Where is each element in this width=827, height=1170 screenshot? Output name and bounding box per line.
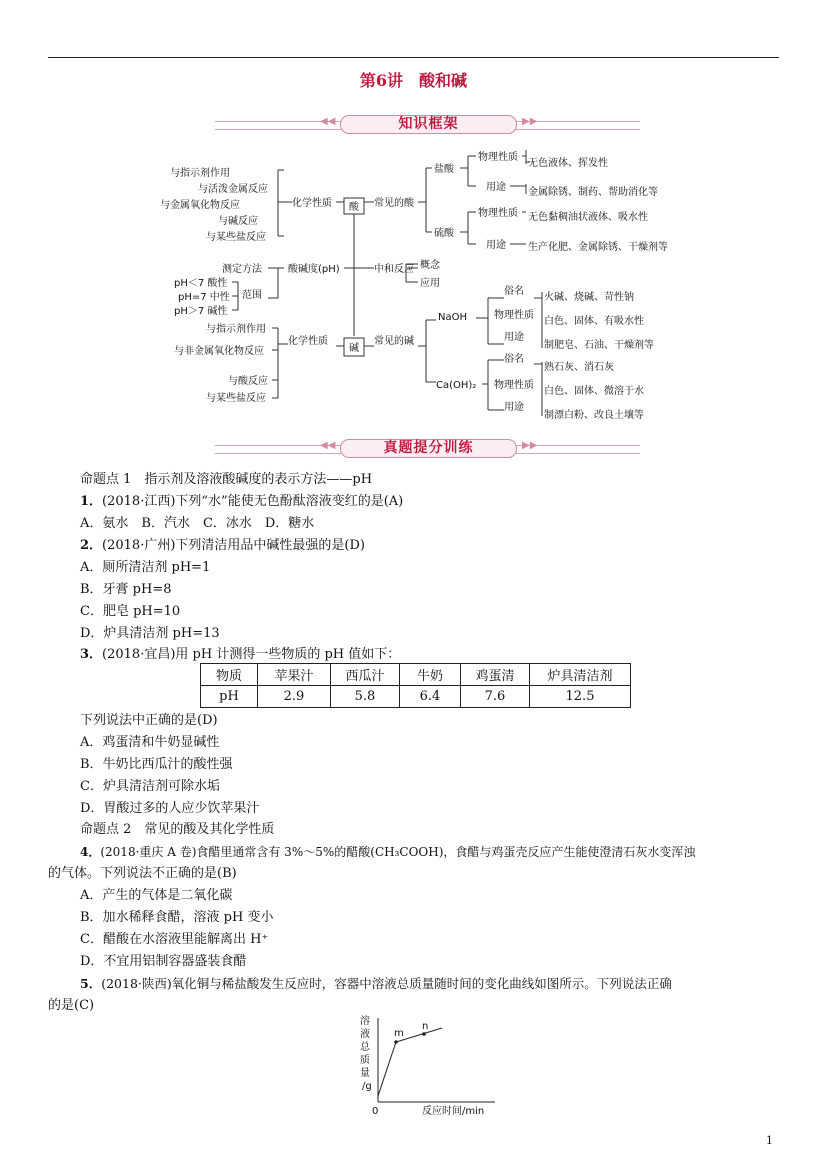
option: A．厕所清洁剂 pH=1: [80, 560, 211, 575]
base-prop: 与非金属氧化物反应: [174, 346, 264, 357]
table-cell: pH: [201, 686, 258, 708]
arrow-decoration: ◀◀: [320, 440, 336, 451]
base-node: 碱: [349, 343, 359, 354]
caoh-label: Ca(OH)₂: [436, 380, 477, 391]
acid-prop: 与活泼金属反应: [198, 184, 268, 195]
range-label: 范围: [242, 290, 262, 301]
topic-heading: 命题点 2 常见的酸及其化学性质: [80, 822, 275, 837]
page-number: 1: [766, 1134, 773, 1147]
ph-table: [200, 663, 631, 708]
h2so4-use-label: 用途: [486, 240, 506, 251]
naoh-phys-label: 物理性质: [494, 310, 534, 321]
h2so4-use: 生产化肥、金属除锈、干燥剂等: [528, 242, 668, 253]
chart-curve: [378, 1028, 442, 1096]
mass-time-chart: [350, 1010, 500, 1120]
naoh-label: NaOH: [438, 312, 467, 323]
h2so4-label: 硫酸: [434, 228, 454, 239]
table-cell: 6.4: [400, 686, 461, 708]
h2so4-phys: 无色黏稠油状液体、吸水性: [528, 212, 648, 223]
table-cell: 苹果汁: [258, 664, 331, 686]
ph-range: pH＞7 碱性: [174, 306, 228, 317]
option: B．加水稀释食醋，溶液 pH 变小: [80, 910, 274, 925]
acid-common-label: 常见的酸: [374, 198, 414, 209]
h2so4-phys-label: 物理性质: [478, 208, 518, 219]
neutral-label: 中和反应: [374, 264, 414, 275]
table-row: [201, 664, 631, 686]
acid-chem-label: 化学性质: [292, 198, 332, 209]
table-cell: 物质: [201, 664, 258, 686]
hcl-phys: 无色液体、挥发性: [528, 158, 608, 169]
table-cell: 鸡蛋清: [461, 664, 530, 686]
option: A．鸡蛋清和牛奶显碱性: [80, 735, 220, 750]
option: D．炉具清洁剂 pH=13: [80, 626, 220, 641]
caoh-phys: 白色、固体、微溶于水: [544, 386, 644, 397]
question-3: 3．(2018·宜昌)用 pH 计测得一些物质的 pH 值如下：: [80, 647, 401, 662]
option: D．不宜用铝制容器盛装食醋: [80, 954, 247, 969]
caoh-alias: 熟石灰、消石灰: [544, 362, 614, 373]
table-row: [201, 686, 631, 708]
banner-knowledge-label: 知识框架: [340, 115, 517, 134]
base-common-label: 常见的碱: [374, 336, 414, 347]
hcl-label: 盐酸: [434, 164, 454, 175]
option: C．肥皂 pH=10: [80, 604, 181, 619]
question-5-cont: 的是(C): [48, 998, 95, 1013]
ph-label: 酸碱度(pH): [288, 264, 340, 275]
caoh-use-label: 用途: [504, 402, 524, 413]
table-cell: 7.6: [461, 686, 530, 708]
banner-training-label: 真题提分训练: [340, 439, 517, 458]
concept-label: 概念: [420, 260, 440, 271]
hcl-use-label: 用途: [486, 182, 506, 193]
ph-range: pH＜7 酸性: [174, 278, 228, 289]
ph-range: pH=7 中性: [178, 292, 230, 303]
table-cell: 2.9: [258, 686, 331, 708]
option: B．牙膏 pH=8: [80, 582, 172, 597]
chart-ylabel-5: 量: [360, 1068, 370, 1079]
banner-training: [215, 436, 640, 460]
acid-prop: 与某些盐反应: [206, 232, 266, 243]
chart-origin: 0: [372, 1106, 379, 1117]
arrow-decoration: ◀◀: [320, 116, 336, 127]
chart-ylabel-4: 质: [360, 1055, 370, 1066]
naoh-use: 制肥皂、石油、干燥剂等: [544, 340, 654, 351]
naoh-alias: 火碱、烧碱、苛性钠: [544, 292, 634, 303]
chart-point-n: [422, 1032, 426, 1036]
acid-prop: 与碱反应: [218, 216, 258, 227]
table-cell: 5.8: [331, 686, 400, 708]
chart-point-label: n: [422, 1021, 429, 1032]
option: C．醋酸在水溶液里能解离出 H⁺: [80, 932, 269, 947]
header-rule: [48, 57, 779, 58]
chart-ylabel-1: 溶: [360, 1016, 370, 1027]
naoh-phys: 白色、固体、有吸水性: [544, 316, 644, 327]
hcl-use: 金属除锈、制药、帮助消化等: [528, 187, 658, 198]
question-2: 2．(2018·广州)下列清洁用品中碱性最强的是(D): [80, 538, 365, 553]
base-chem-label: 化学性质: [288, 336, 328, 347]
chart-ylabel-2: 液: [360, 1029, 370, 1040]
table-cell: 炉具清洁剂: [530, 664, 631, 686]
question-1-options: A．氨水 B．汽水 C．冰水 D．糖水: [80, 516, 315, 531]
table-cell: 西瓜汁: [331, 664, 400, 686]
caoh-phys-label: 物理性质: [494, 380, 534, 391]
arrow-decoration: ▶▶: [522, 116, 538, 127]
chart-xlabel: 反应时间/min: [422, 1106, 485, 1117]
chart-ylabel-3: 总: [360, 1042, 370, 1053]
naoh-alias-label: 俗名: [504, 286, 524, 297]
chart-ylabel-6: /g: [362, 1081, 372, 1092]
option: B．牛奶比西瓜汁的酸性强: [80, 757, 233, 772]
acid-prop: 与指示剂作用: [170, 168, 230, 179]
base-prop: 与某些盐反应: [206, 393, 266, 404]
acid-node: 酸: [349, 202, 359, 213]
table-cell: 12.5: [530, 686, 631, 708]
hcl-phys-label: 物理性质: [478, 152, 518, 163]
application-label: 应用: [420, 278, 440, 289]
question-1: 1．(2018·江西)下列“水”能使无色酚酞溶液变红的是(A): [80, 494, 404, 509]
table-cell: 牛奶: [400, 664, 461, 686]
question-4-cont: 的气体。下列说法不正确的是(B): [48, 866, 237, 881]
chart-point-m: [394, 1040, 398, 1044]
naoh-use-label: 用途: [504, 332, 524, 343]
base-prop: 与酸反应: [228, 376, 268, 387]
arrow-decoration: ▶▶: [522, 440, 538, 451]
measure-label: 测定方法: [222, 264, 262, 275]
caoh-use: 制漂白粉、改良土壤等: [544, 410, 644, 421]
topic-heading: 命题点 1 指示剂及溶液酸碱度的表示方法——pH: [80, 472, 373, 487]
question-4: 4．(2018·重庆 A 卷)食醋里通常含有 3%～5%的醋酸(CH₃COOH)，食醋与鸡蛋壳反应产生能使澄清石灰水变浑浊: [80, 845, 696, 859]
option: A．产生的气体是二氧化碳: [80, 888, 233, 903]
chart-point-label: m: [394, 1028, 404, 1039]
option: D．胃酸过多的人应少饮苹果汁: [80, 801, 260, 816]
question-3-prompt: 下列说法中正确的是(D): [80, 713, 218, 728]
base-prop: 与指示剂作用: [206, 324, 266, 335]
concept-map: [160, 148, 700, 428]
question-5: 5．(2018·陕西)氧化铜与稀盐酸发生反应时，容器中溶液总质量随时间的变化曲线如图所示。下列说法正确: [80, 976, 672, 991]
page-title: 第6讲 酸和碱: [359, 71, 468, 90]
banner-knowledge: [215, 112, 640, 136]
caoh-alias-label: 俗名: [504, 354, 524, 365]
option: C．炉具清洁剂可除水垢: [80, 779, 220, 794]
acid-prop: 与金属氧化物反应: [160, 200, 240, 211]
